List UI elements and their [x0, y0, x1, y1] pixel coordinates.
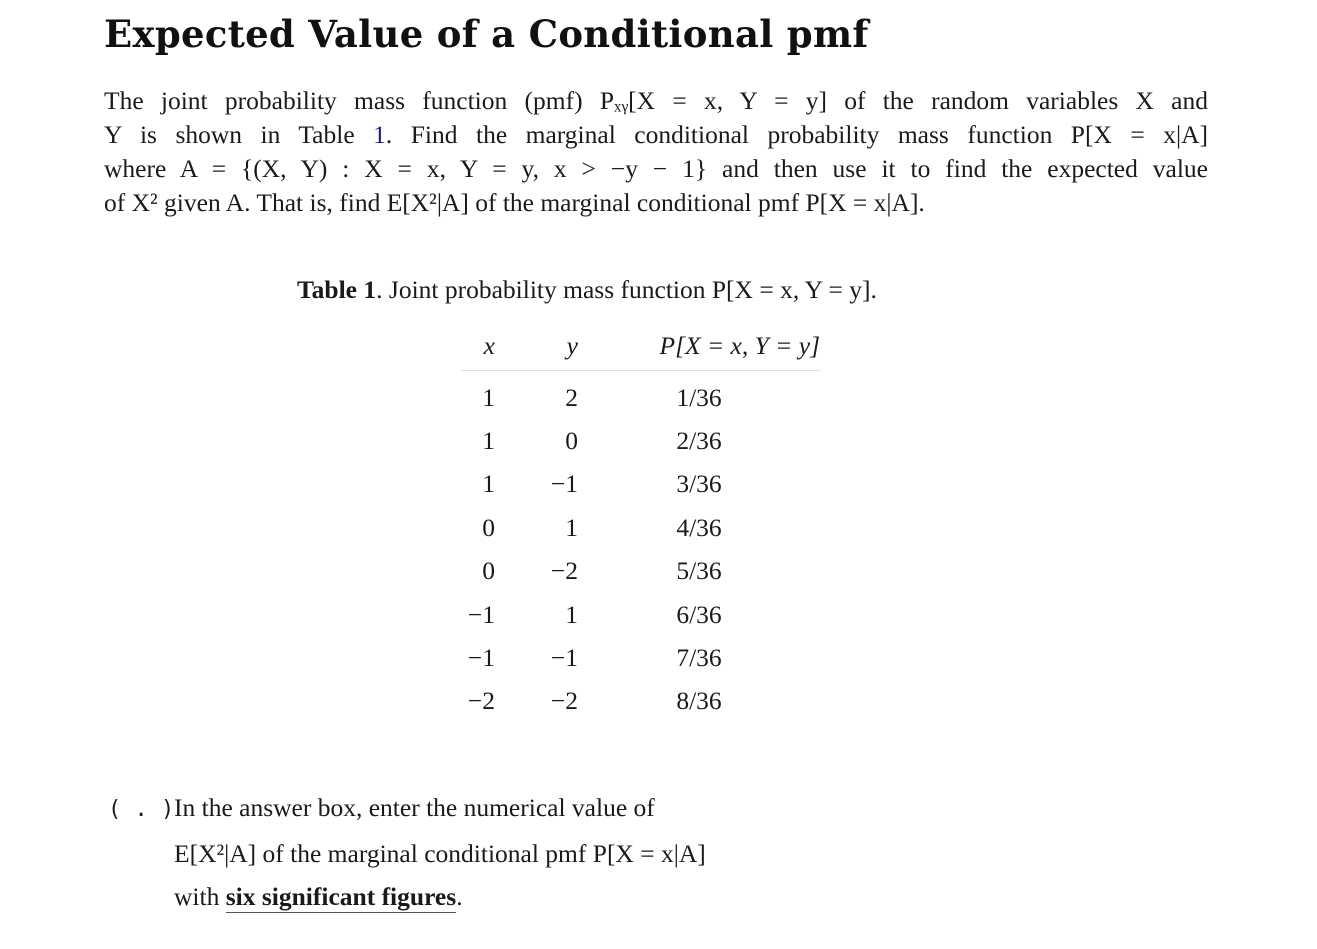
table-row [461, 463, 820, 506]
cell-x: 1 [482, 382, 495, 412]
page-title: Expected Value of a Conditional pmf [104, 12, 869, 56]
cell-y: −2 [550, 686, 578, 716]
question-text-1: In the answer box, enter the numerical value of [174, 793, 655, 822]
cell-y: −1 [550, 469, 578, 499]
question-text-3-start: with [174, 882, 226, 911]
cell-y: −1 [550, 643, 578, 673]
table-reference-link[interactable]: 1 [373, 120, 386, 149]
cell-x: −1 [467, 643, 495, 673]
table-row [461, 636, 820, 679]
table-row [461, 371, 820, 420]
header-y: y [495, 322, 578, 371]
cell-x: 0 [482, 512, 495, 542]
cell-probability: 4/36 [676, 512, 722, 542]
cell-probability: 8/36 [676, 686, 722, 716]
question-marker: ( . ) [108, 797, 175, 822]
problem-statement [104, 84, 1208, 220]
significant-figures-emphasis: six significant figures [225, 882, 457, 911]
cell-x: 1 [482, 426, 495, 456]
table-row [461, 419, 820, 462]
table-header-row [461, 322, 820, 371]
cell-x: 1 [482, 469, 495, 499]
table-caption-text: . Joint probability mass function P[X = x, Y = y]. [376, 275, 877, 304]
cell-y: 1 [565, 599, 578, 629]
problem-line-2-start: Y is shown in Table [104, 120, 374, 149]
problem-line-1: The joint probability mass function (pmf) Pₓᵧ[X = x, Y = y] of the random variables X and [104, 86, 1208, 115]
cell-probability: 6/36 [676, 599, 722, 629]
problem-line-3: where A = {(X, Y) : X = x, Y = y, x > −y − 1} and then use it to find the expected value [104, 154, 1208, 183]
problem-line-2-end: . Find the marginal conditional probability mass function P[X = x|A] [385, 120, 1208, 149]
table-row [461, 550, 820, 593]
table-caption [297, 275, 877, 305]
cell-y: 0 [565, 426, 578, 456]
cell-probability: 7/36 [676, 643, 722, 673]
cell-y: 2 [565, 382, 578, 412]
cell-y: 1 [565, 512, 578, 542]
cell-y: −2 [550, 556, 578, 586]
problem-line-2 [104, 118, 1208, 152]
cell-probability: 2/36 [676, 426, 722, 456]
question-text-3-end: . [456, 882, 463, 911]
question-line-2: E[X²|A] of the marginal conditional pmf P[X = x|A] [174, 838, 706, 868]
problem-line-4: of X² given A. That is, find E[X²|A] of the marginal conditional pmf P[X = x|A]. [104, 188, 925, 217]
table-row [461, 680, 820, 723]
joint-pmf-table [461, 322, 820, 723]
table-row [461, 506, 820, 549]
table-caption-label: Table 1 [297, 275, 377, 304]
question-part [108, 786, 706, 919]
cell-probability: 3/36 [676, 469, 722, 499]
question-line-1 [108, 786, 706, 832]
cell-x: −2 [467, 686, 495, 716]
cell-probability: 1/36 [676, 382, 722, 412]
cell-probability: 5/36 [676, 556, 722, 586]
cell-x: 0 [482, 556, 495, 586]
question-line-3 [108, 875, 706, 919]
table-row [461, 593, 820, 636]
cell-x: −1 [467, 599, 495, 629]
header-x: x [461, 322, 495, 371]
header-probability: P[X = x, Y = y] [578, 322, 820, 371]
